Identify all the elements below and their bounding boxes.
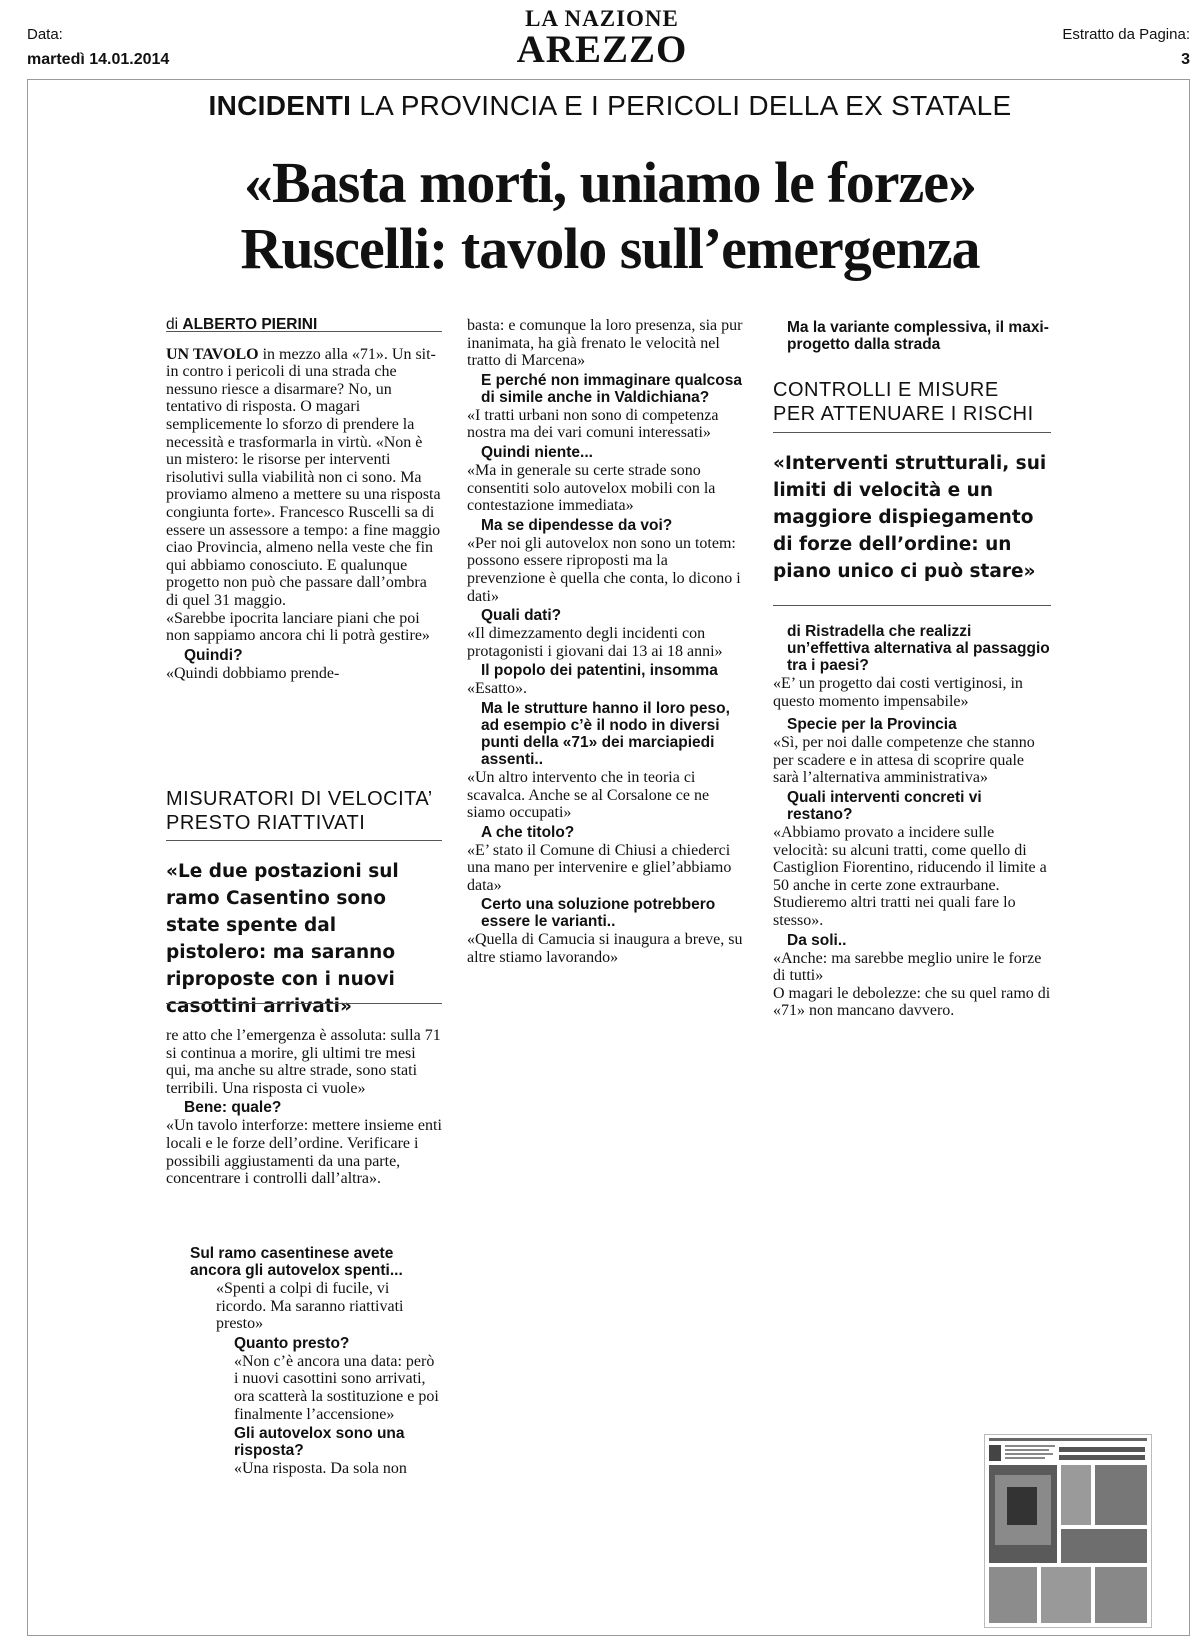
question: Bene: quale? xyxy=(184,1099,282,1117)
paragraph xyxy=(166,346,442,610)
answer: «Sì, per noi dalle competenze che stanno per scadere e in attesa di scoprire quale sarà l’alternativa amministrativa» xyxy=(773,734,1035,787)
subheadline-line: PRESTO RIATTIVATI xyxy=(166,812,366,834)
pullquote-rule-bottom xyxy=(773,605,1051,606)
date-value: martedì 14.01.2014 xyxy=(27,51,170,68)
answer: «Esatto». xyxy=(467,680,527,698)
pullquote-rule-top xyxy=(166,840,442,841)
pull-quote-col3: «Interventi strutturali, sui limiti di velocità e un maggiore dispiegamento di forze dell’ordine: un piano unico ci può stare» xyxy=(773,453,1047,582)
column-3-bottom xyxy=(773,621,1051,1020)
subheadline-line: PER ATTENUARE I RISCHI xyxy=(773,403,1034,425)
page-thumbnail xyxy=(984,1434,1152,1628)
paragraph: «Sarebbe ipocrita lanciare piani che poi non sappiamo ancora chi li potrà gestire» xyxy=(166,609,430,645)
subheadline-col1 xyxy=(166,787,442,835)
question: Sul ramo casentinese avete ancora gli autovelox spenti... xyxy=(190,1245,403,1279)
headline-line-1: «Basta morti, uniamo le forze» xyxy=(244,150,976,215)
column-1-bottom xyxy=(166,1027,442,1188)
question: E perché non immaginare qualcosa di simile anche in Valdichiana? xyxy=(481,371,742,406)
kicker-text: LA PROVINCIA E I PERICOLI DELLA EX STATALE xyxy=(359,90,1012,121)
pullquote-rule-top xyxy=(773,432,1051,433)
answer: «Un altro intervento che in teoria ci scavalca. Anche se al Corsalone ce ne siamo occupati» xyxy=(467,768,710,822)
answer: «E’ un progetto dai costi vertiginosi, in questo momento impensabile» xyxy=(773,675,1023,710)
headline-line-2: Ruscelli: tavolo sull’emergenza xyxy=(240,216,980,281)
answer: basta: e comunque la loro presenza, sia pur inanimata, ha già frenato le velocità nel tratto di Marcena» xyxy=(467,317,743,370)
answer: «Per noi gli autovelox non sono un totem: possono essere riproposti ma la prevenzione è quella che conta, lo dicono i dati» xyxy=(467,534,741,605)
column-1-top xyxy=(166,316,442,682)
question: Quali interventi concreti vi restano? xyxy=(787,788,982,823)
question: Quindi? xyxy=(184,646,243,664)
question: Ma se dipendesse da voi? xyxy=(481,516,673,534)
byline-author: ALBERTO PIERINI xyxy=(182,316,318,333)
column-2 xyxy=(467,317,750,967)
lead-in: UN TAVOLO xyxy=(166,345,259,363)
question: Quanto presto? xyxy=(234,1334,350,1352)
answer: «Il dimezzamento degli incidenti con protagonisti i giovani dai 13 ai 18 anni» xyxy=(467,625,723,660)
question: A che titolo? xyxy=(481,823,575,841)
answer: «I tratti urbani non sono di competenza nostra ma dei vari comuni interessati» xyxy=(467,406,719,442)
answer: «Un tavolo interforze: mettere insieme enti locali e le forze dell’ordine. Verificare i possibili aggiustamenti da una parte, concentrare i controlli dall’altra». xyxy=(166,1117,442,1188)
pullquote-rule-bottom xyxy=(166,1003,442,1004)
column-3-top xyxy=(773,317,1051,354)
question: Certo una soluzione potrebbero essere le varianti.. xyxy=(481,896,716,931)
answer: «Ma in generale su certe strade sono consentiti solo autovelox mobili con la contestazione immediata» xyxy=(467,461,716,515)
answer: «Anche: ma sarebbe meglio unire le forze di tutti» xyxy=(773,949,1042,985)
answer: «Spenti a colpi di fucile, vi ricordo. Ma saranno riattivati presto» xyxy=(216,1280,404,1333)
paragraph-text: in mezzo alla «71». Un sit-in contro i pericoli di una strada che nessuno riesce a disarmare? No, un tentativo di risposta. O magari semplicemente lo sforzo di prendere la necessità e trasformarla in virtù. «Non è un mistero: le risorse per interventi risolutivi sulla viabilità non ci sono. Ma proviamo almeno a mettere su una risposta congiunta forte». Francesco Ruscelli sa di essere un assessore a tempo: a fine maggio ciao Provincia, almeno nella veste che fin qui abbiamo conosciuto. E qualunque progetto non può che passare dall’ombra di quel 31 maggio. xyxy=(166,345,441,609)
subheadline-line: MISURATORI DI VELOCITA’ xyxy=(166,788,433,810)
answer: «E’ stato il Comune di Chiusi a chiederci una mano per intervenire e gliel’abbiamo data» xyxy=(467,841,732,894)
question: di Ristradella che realizzi un’effettiva alternativa al passaggio tra i paesi? xyxy=(787,623,1050,674)
masthead-top: LA NAZIONE xyxy=(525,6,679,31)
question: Quindi niente... xyxy=(481,443,593,461)
kicker-section: INCIDENTI xyxy=(208,90,352,121)
page-number: 3 xyxy=(1181,51,1190,68)
date-label: Data: xyxy=(27,26,63,43)
byline-prefix: di xyxy=(166,316,179,333)
page-label: Estratto da Pagina: xyxy=(1062,26,1190,43)
column-1-indented xyxy=(186,1243,442,1478)
question: Gli autovelox sono una risposta? xyxy=(234,1425,405,1460)
page-thumbnail-image xyxy=(985,1435,1151,1627)
pull-quote-col1: «Le due postazioni sul ramo Casentino sono state spente dal pistolero: ma saranno riproposte con i nuovi casottini arrivati» xyxy=(166,861,399,1017)
question: Da soli.. xyxy=(787,931,847,949)
question: Ma la variante complessiva, il maxi-progetto dalla strada xyxy=(787,319,1049,353)
question: Specie per la Provincia xyxy=(787,716,957,734)
kicker xyxy=(30,90,1190,122)
answer: «Quindi dobbiamo prende- xyxy=(166,664,340,682)
answer: «Non c’è ancora una data: però i nuovi casottini sono arrivati, ora scatterà la sostituzione e poi finalmente l’accensione» xyxy=(234,1352,439,1423)
closing-paragraph: O magari le debolezze: che su quel ramo di «71» non mancano davvero. xyxy=(773,984,1051,1020)
subheadline-line: CONTROLLI E MISURE xyxy=(773,379,999,401)
answer: re atto che l’emergenza è assoluta: sulla 71 si continua a morire, gli ultimi tre mesi qui, ma anche su altre strade, sono stati terribili. Una risposta ci vuole» xyxy=(166,1027,441,1097)
subheadline-col3 xyxy=(773,378,1051,426)
answer: «Quella di Camucia si inaugura a breve, su altre stiamo lavorando» xyxy=(467,931,743,967)
question: Ma le strutture hanno il loro peso, ad esempio c’è il nodo in diversi punti della «71» dei marciapiedi assenti.. xyxy=(481,699,730,768)
answer: «Una risposta. Da sola non xyxy=(234,1460,407,1478)
question: Il popolo dei patentini, insomma xyxy=(481,662,718,680)
byline-rule xyxy=(166,331,442,332)
answer: «Abbiamo provato a incidere sulle velocità: su alcuni tratti, come quello di Castiglion Fiorentino, riducendo il limite a 50 anche in certe zone extraurbane. Studieremo altri tratti nei quali fare lo stesso». xyxy=(773,823,1047,929)
masthead-bottom: AREZZO xyxy=(516,28,688,71)
question: Quali dati? xyxy=(481,607,562,625)
